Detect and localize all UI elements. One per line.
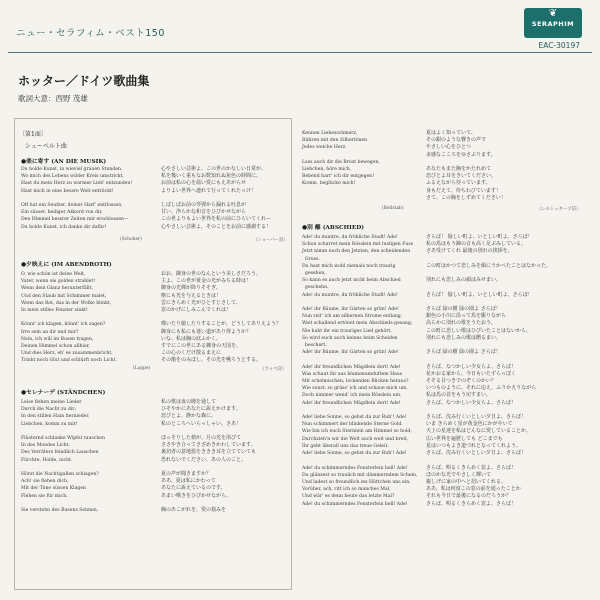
lyricist-credit: (Rellstab) [382,206,404,211]
lyricist-credit-jp: （ショーバー詩） [253,238,288,243]
series-title: ニュー・セラフィム・ベスト150 [16,28,165,39]
lyricist-credit: (Schober) [120,237,142,242]
german-lyrics: Leise flehen meine Lieder Durch die Nacht zu dir; In den stillen Hain hernieder, Liebchen, komm zu mir! Flüsternd schlanke Wipfel rauschen In des Mondes Licht. Des Verräters feindlich Lauschen Fürchte, Holde, nicht. Hörst die Nachtigallen schlagen? Ach! sie flehen dich, Mit der Töne süssen Klagen Flehen sie für mich. Sie verstehn des Busens Sehnen, [21,400,105,514]
left-column-frame [14,118,292,590]
lyricist-credit-jp: （ラッペ詩） [260,367,287,372]
album-title: ホッター／ドイツ歌曲集 [18,74,150,88]
side-label: 〔第1面〕 [19,131,47,138]
lyricist-credit: (Lappe) [133,366,151,371]
japanese-lyrics: 心やさしい芸術よ、この世のかなしい日常が、 私を幾いく重もなお数知れぬ灰色の時間に、 お前は私の心を温い愛にもえあがらせ よりよい世界へ連れて行ってくれたっけ！ しばしばお前の琴弾から漏れる吐息が 甘い、浄らかな和音をひびかせながら この世よりもよい世界を私の前にひらいてくれ— 心やさしい芸術よ、そのことをお前に感謝する！ [161,166,272,230]
song-heading: ●別 離 (ABSCHIED) [302,225,365,231]
german-lyrics: Du holde Kunst, in wieviel grauen Stunden, Wo mich des Lebens wilder Kreis umstrickt, Hast du mein Herz zu warmer Lieb' entzunden! Hast mich in eine bessre Welt entrückt! Oft hat ein Seufzer, deiner Harf' entflossen, Ein süsser, heiliger Akkord von dir, Den Himmel bessrer Zeiten mir erschlossen— Du holde Kunst, ich danke dir dafür! [21,167,133,230]
catalog-number: EAC-30197 [538,41,580,50]
japanese-lyrics-continued: 夏はよく知っていて、 その銀のような響きの声で やさしい心をひとつ 多感なこころをゆさぶります。 あなたもまた胸をかたれめて 恋びとよ耳をきいてください、 ふるえながら待っています、 身もだえて、待ちわびています！ さて、この胸をしずめてください！ [426,130,506,201]
german-lyrics: O, wie schön ist deine Welt, Vater, wenn sie golden strahlet! Wenn dein Glanz herunterfällt, Und den Staub mit Schimmer malet, Wenn das Rot, das in der Wolke blinkt, In mein stilles Fenster sinkt! Könnt' ich klagen, könnt' ich zagen? Irre sein an dir und mir? Nein, ich will im Busen tragen, Deinen Himmel schon allhier, Und dies Herz, eh' es zusammenbricht, Trinkt noch Glut und schlürft noch Licht. [21,272,117,364]
composer-label: シューベルト曲 [25,143,67,150]
lyricist-credit-jp: （レルシュタープ詩） [537,207,581,212]
japanese-lyrics: さらば！ 愉しい町よ、いとしい町よ、さらば！ 私の馬はもう蹄の音も高く足ぶみしている。 さあ受けてくれ 最後の別れの挨拶を。 この町はかつて悲しみを顔にうかべたことはなかった。 別れにも悲しみの顔はみせまい。 さらば！ 愉しい町よ、いとしい町よ、さらば！ さらば 緑の樹 緑の園よ さらば！ 銀色の小川に沿って馬を駆りながら 高らかに別れの歌をうたおう。 この町に悲しい歌はひびいたことはないから、 別れにも悲しみの歌は贈るまい。 さらば 緑の樹 緑の園よ さらば！ さらば、なつかしい少女らよ、さらば！ 花かおる家から、今日もいたずらっぽく そそる目つきでのぞくのかい？ いつものように、それに応え、ふりかえりながら 私は馬の首をもう戻すまい。 さらば、なつかしい少女らよ、さらば！ さらば、沈み行くいとしい夕日よ、さらば！ いま きらめく星が黄金色にかがやいて 天上の星達を私はどんなに愛していることか、 広い世界を遍歴しても どこまでも 星はいつもよき道づれとなってくれよう。 さらば、沈み行くいとしい夕日よ、さらば！ さらば、明るくきらめく窓よ、さらば！ ほのかな光でやさしく輝いて 親しげに家の中へと招いてくれる。 ああ、私は何度この窓の前を通ったことか それも今日で最後になるのだろうか？ さらば、明るくきらめく窓よ、さらば！ [426,234,552,507]
song-heading: ●楽に寄す (AN DIE MUSIK) [21,159,107,165]
song-heading: ●夕映えに (IM ABENDROTH) [21,262,112,268]
german-lyrics: Ade! du muntre, du fröhliche Stadt! Ade! Schon scharret mein Rösslein mit lustigen Fuss Jetzt nimm noch den Jetzten, den scheidenden Gruss. Du hast mich wohl niemals noch traurig gesehen, So kann es auch jetzt nicht beim Abschied geschehn. Ade! du muntre, du fröhliche Stadt! Ade! Ade! ihr Bäume, ihr Gärten so grün! Ade! Nun reit' ich am silbernen Strome entlang, Weit schallend ertönet mein Abschieds-gesang; Nie habt ihr ein trauriges Lied gehört, So wird euch auch keines beim Scheiden beschert. Ade! ihr Bäume, ihr Gärten so grün! Ade! Ade! ihr freundlichen Mägdlein dort! Ade! Was schaut ihr aus blumenumduftem Haus Mit schelmischen, lockenden Blicken heraus? Wie sonst, so grüss' ich und schaue mich um, Doch nimmer wend' ich mein Rösslein um. Ade! ihr freundlichen Mägdlein dort! Ade! Ade! liebe Sonne, so gehst du zur Ruh'! Ade! Nun schimmert der blinkende Sterne Gold. Wie bin ich euch Sternlein am Himmel so hold; Durchzieh'n wir die Welt auch weit und breit, Ihr gebt überall uns das treue Geleit. Ade! liebe Sonne, so gehst du zur Ruh'! Ade! Ade! du schimmerndes Fensterlein hell! Ade! Du glänzest so traulich mit dämmerndem Schein, Und ladest so freundlich ins Hüttchen uns ein. Vorüber, ach, ritt ich so manches Mal, Und wär' es denn heute das letzte Mal? Ade! du schimmerndes Fensterlein hell! Ade! [302,235,418,507]
japanese-lyrics: おお、御身の世のなんという美しさだろう、 主よ、この世が黄金の光がみちる時は！ 御身の光輝が降りそそぎ、 塵にも光を与えるときは！ 雲にきらめく光がひとすじさして、 窓のかげにしみこんでくれは！ 嘆いたり臆したりすることが、どうしてありえよう？ 御身にも私にも迷い道があり得ようか？ いな、私は胸の底ふかく、 すでにこの世にある御身の天国を、 この心のくだけ散るまえに その焔をのみほし、その光を嚥ろうとする。 [161,271,282,364]
japanese-lyrics: 私の歌は夜の闇を通して ひそやかにあなたに訴えかけます。 恋びとよ、静かな森に、 私のところへいらっしゃい、さあ！ ほっそりした梢が、月の光を浴びて ささやき合ってさざめきかわしています。 裏切者の意地悪をききき耳を立てていても 恐れないでください、あの人のこと。 夏の声が聞きますか？ ああ、夏は私にかわって あなたに訴えているのです、 あまい嘆きをひびかせながら。 胸のあこがれを、愛の悩みを [161,399,257,514]
right-column [302,118,590,588]
seraphim-logo [524,8,582,38]
translator-credit: 歌詞大意：西野 茂雄 [18,94,88,103]
header-bar [8,8,592,53]
logo-text: SERAPHIM [531,20,575,28]
angel-icon: ❦ [548,8,558,19]
song-heading: ●セレナーデ (STÄNDCHEN) [21,390,106,396]
german-lyrics-continued: Kennen Liebesschmerz, Rühren mit den Silbertönen Jedes weiche Herz. Lass auch dir die Brust bewegen, Liebchen, höre mich, Bebend harr' ich dir entgegen! Komm, beglücke mich! [302,131,380,187]
